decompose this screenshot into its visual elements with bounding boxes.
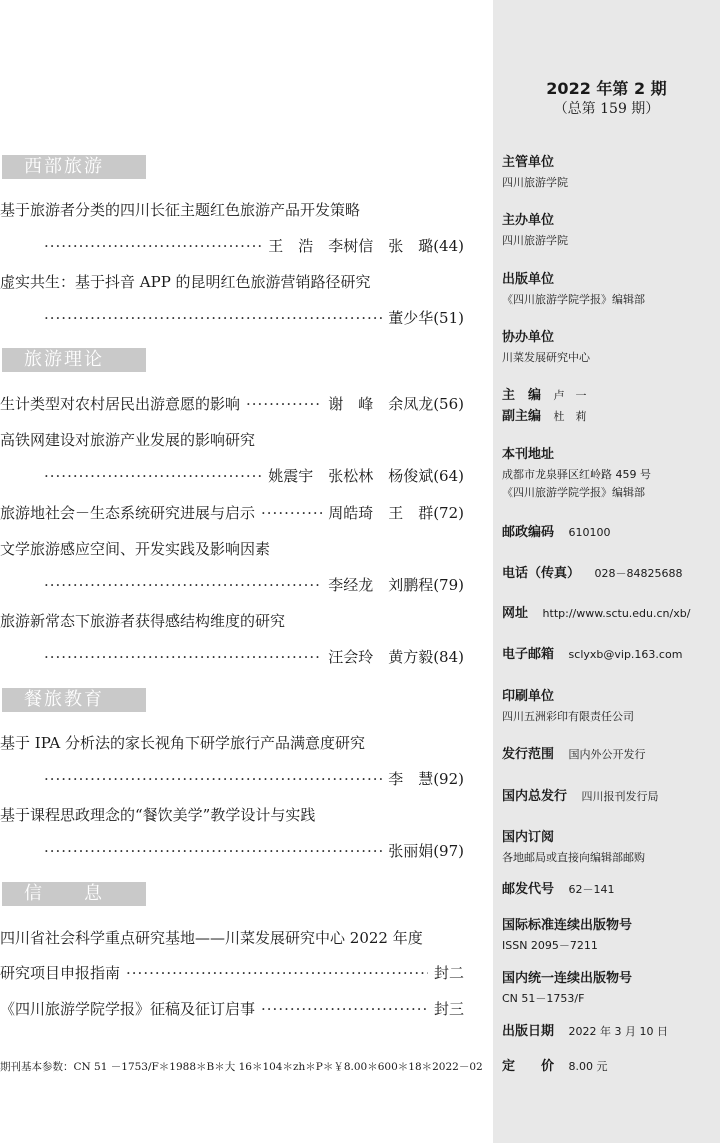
leader-dots (44, 308, 382, 328)
article-byline (44, 841, 464, 861)
article-row[interactable] (0, 394, 464, 414)
article-row[interactable] (0, 503, 464, 523)
section-heading-theory: 旅游理论 (2, 348, 146, 372)
printer-label: 印刷单位 (502, 689, 555, 704)
price-value: 8.00 元 (568, 1060, 608, 1073)
article-authors: 王 浩 李树信 张 璐(44) (268, 237, 464, 255)
editor-row (502, 387, 587, 404)
issue-number: 2022 年第 2 期 (546, 79, 667, 98)
cn-label: 国内统一连续出版物号 (502, 971, 633, 986)
website-value[interactable]: http://www.sctu.edu.cn/xb/ (542, 607, 691, 620)
leader-dots (44, 841, 382, 861)
article-row[interactable] (0, 999, 464, 1019)
article-authors: 姚震宇 张松林 杨俊斌(64) (268, 467, 464, 485)
address-label: 本刊地址 (502, 447, 555, 462)
leader-dots (255, 999, 428, 1019)
phone-value: 028－84825688 (594, 567, 683, 580)
price-row (502, 1058, 608, 1075)
website-row (502, 605, 690, 622)
phone-row (502, 565, 683, 582)
publish-date-value: 2022 年 3 月 10 日 (568, 1025, 669, 1038)
issn-value: ISSN 2095－7211 (502, 939, 598, 952)
leader-dots (255, 503, 322, 523)
issn-label: 国际标准连续出版物号 (502, 918, 633, 933)
postcode-row (502, 524, 611, 541)
website-label: 网址 (502, 606, 529, 621)
article-title-continued[interactable]: 研究项目申报指南 (0, 964, 121, 982)
article-authors: 汪会玲 黄方毅(84) (328, 648, 464, 666)
article-byline (44, 236, 464, 256)
article-byline (44, 575, 464, 595)
article-row[interactable] (0, 963, 464, 983)
printer-value: 四川五洲彩印有限责任公司 (502, 710, 634, 723)
article-title[interactable]: 基于 IPA 分析法的家长视角下研学旅行产品满意度研究 (0, 734, 366, 752)
distribution-scope-label: 发行范围 (502, 747, 555, 762)
leader-dots (44, 647, 322, 667)
subscription-label: 国内订阅 (502, 830, 555, 845)
postcode-label: 邮政编码 (502, 525, 555, 540)
article-authors: 李 慧(92) (388, 770, 464, 788)
article-title[interactable]: 旅游新常态下旅游者获得感结构维度的研究 (0, 612, 286, 630)
article-byline (44, 769, 464, 789)
domestic-distributor-label: 国内总发行 (502, 789, 568, 804)
address-line-2: 《四川旅游学院学报》编辑部 (502, 486, 645, 499)
supervisor-label: 主管单位 (502, 155, 555, 170)
leader-dots (240, 394, 322, 414)
address-line-1: 成都市龙泉驿区红岭路 459 号 (502, 468, 651, 481)
journal-parameters: 期刊基本参数：CN 51 －1753/F＊1988＊B＊大 16＊104＊zh＊P＊￥8.00＊600＊18＊2022－02 (0, 1061, 483, 1073)
price-label: 定 价 (502, 1059, 555, 1074)
article-title[interactable]: 四川省社会科学重点研究基地——川菜发展研究中心 2022 年度 (0, 929, 423, 947)
article-title[interactable]: 高铁网建设对旅游产业发展的影响研究 (0, 431, 256, 449)
email-value[interactable]: sclyxb@vip.163.com (568, 648, 683, 661)
deputy-editor-label: 副主编 (502, 409, 542, 424)
email-label: 电子邮箱 (502, 647, 555, 662)
domestic-distributor-row (502, 788, 659, 805)
article-authors: 张丽娟(97) (388, 842, 464, 860)
publish-date-label: 出版日期 (502, 1024, 555, 1039)
article-byline (44, 308, 464, 328)
section-heading-west: 西部旅游 (2, 155, 146, 179)
sponsor-label: 主办单位 (502, 213, 555, 228)
co-organizer-label: 协办单位 (502, 330, 555, 345)
section-heading-info: 信 息 (2, 882, 146, 906)
publisher-value: 《四川旅游学院学报》编辑部 (502, 293, 645, 306)
phone-label: 电话（传真） (502, 566, 581, 581)
article-title[interactable]: 《四川旅游学院学报》征稿及征订启事 (0, 1000, 256, 1018)
publisher-label: 出版单位 (502, 272, 555, 287)
leader-dots (44, 575, 322, 595)
issue-total: （总第 159 期） (553, 101, 660, 117)
article-title[interactable]: 旅游地社会－生态系统研究进展与启示 (0, 504, 256, 522)
editor-label: 主 编 (502, 388, 542, 403)
domestic-distributor-value: 四川报刊发行局 (581, 790, 659, 803)
distribution-scope-value: 国内外公开发行 (568, 748, 646, 761)
email-row (502, 646, 682, 663)
article-title[interactable]: 文学旅游感应空间、开发实践及影响因素 (0, 540, 271, 558)
mail-code-label: 邮发代号 (502, 882, 555, 897)
article-page: 封二 (433, 964, 464, 982)
article-authors: 李经龙 刘鹏程(79) (328, 576, 464, 594)
article-page: 封三 (433, 1000, 464, 1018)
article-authors: 谢 峰 余凤龙(56) (328, 395, 464, 413)
publish-date-row (502, 1023, 668, 1040)
leader-dots (44, 236, 262, 256)
article-title[interactable]: 生计类型对农村居民出游意愿的影响 (0, 395, 241, 413)
mail-code-value: 62－141 (568, 883, 615, 896)
article-title[interactable]: 虚实共生：基于抖音 APP 的昆明红色旅游营销路径研究 (0, 273, 371, 291)
mail-code-row (502, 881, 615, 898)
article-title[interactable]: 基于课程思政理念的“餐饮美学”教学设计与实践 (0, 806, 316, 824)
cn-value: CN 51－1753/F (502, 992, 585, 1005)
leader-dots (120, 963, 428, 983)
subscription-value: 各地邮局或直接向编辑部邮购 (502, 851, 645, 864)
deputy-editor-row (502, 408, 587, 425)
distribution-scope-row (502, 746, 646, 763)
postcode-value: 610100 (568, 526, 611, 539)
leader-dots (44, 466, 262, 486)
supervisor-value: 四川旅游学院 (502, 176, 568, 189)
article-byline (44, 466, 464, 486)
sponsor-value: 四川旅游学院 (502, 234, 568, 247)
section-heading-education: 餐旅教育 (2, 688, 146, 712)
article-byline (44, 647, 464, 667)
deputy-editor-value: 杜 莉 (553, 410, 587, 423)
leader-dots (44, 769, 382, 789)
article-title[interactable]: 基于旅游者分类的四川长征主题红色旅游产品开发策略 (0, 201, 361, 219)
editor-value: 卢 一 (553, 389, 587, 402)
co-organizer-value: 川菜发展研究中心 (502, 351, 590, 364)
article-authors: 周皓琦 王 群(72) (328, 504, 464, 522)
article-authors: 董少华(51) (388, 309, 464, 327)
